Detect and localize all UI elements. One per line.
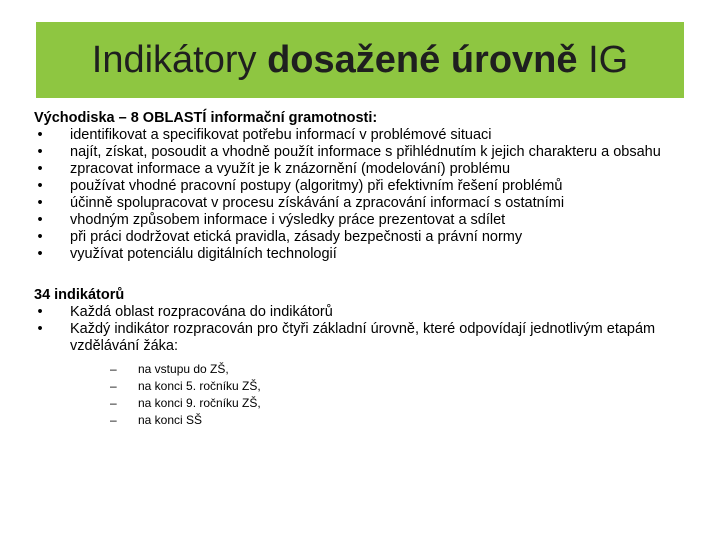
list-item (34, 212, 694, 229)
bullet-icon: • (37, 195, 43, 211)
list-item (34, 229, 694, 246)
sublist-item-text: na konci SŠ (138, 413, 203, 427)
list-item-text: používat vhodné pracovní postupy (algoritmy) při efektivním řešení problémů (70, 178, 563, 194)
sublist-item-text: na konci 5. ročníku ZŠ, (138, 379, 261, 393)
dash-icon: – (110, 379, 117, 393)
bullet-icon: • (37, 229, 43, 245)
list-item (34, 178, 694, 195)
list-item-text: najít, získat, posoudit a vhodně použít informace s přihlédnutím k jejich charakteru a obsahu (70, 144, 661, 160)
title-banner (36, 22, 684, 98)
bullet-icon: • (37, 144, 43, 160)
list-item (34, 144, 694, 161)
dash-icon: – (110, 362, 117, 376)
bullet-icon: • (37, 178, 43, 194)
list-item (34, 127, 694, 144)
sublist-item (70, 378, 694, 395)
dash-icon: – (110, 396, 117, 410)
list-item (34, 304, 694, 321)
list-item (34, 321, 694, 429)
list-item-text: využívat potenciálu digitálních technologií (70, 246, 337, 262)
section-heading-indicators: 34 indikátorů (34, 287, 125, 303)
bullet-icon: • (37, 161, 43, 177)
bullet-icon: • (37, 321, 43, 337)
bullet-icon: • (37, 212, 43, 228)
levels-sublist (70, 361, 694, 429)
bullet-icon: • (37, 304, 43, 320)
list-item-text: vhodným způsobem informace i výsledky práce prezentovat a sdílet (70, 212, 506, 228)
list-item-text: při práci dodržovat etická pravidla, zásady bezpečnosti a právní normy (70, 229, 523, 245)
list-item (34, 246, 694, 263)
list-item-text: Každý indikátor rozpracován pro čtyři základní úrovně, které odpovídají jednotlivým etapám vzdělávání žáka: (70, 321, 656, 354)
list-item (34, 195, 694, 212)
dash-icon: – (110, 413, 117, 427)
sublist-item (70, 395, 694, 412)
section-spacer (34, 263, 694, 287)
title-bold: dosažené úrovně (267, 39, 578, 81)
list-item-text: Každá oblast rozpracována do indikátorů (70, 304, 333, 320)
indicators-list (34, 304, 694, 429)
areas-list (34, 127, 694, 263)
sublist-item (70, 361, 694, 378)
list-item-text: zpracovat informace a využít je k znázornění (modelování) problému (70, 161, 511, 177)
sublist-item (70, 412, 694, 429)
bullet-icon: • (37, 246, 43, 262)
title-regular: Indikátory (91, 39, 268, 81)
list-item (34, 161, 694, 178)
list-item-text: účinně spolupracovat v procesu získávání a zpracování informací s ostatními (70, 195, 565, 211)
slide-title (92, 41, 628, 79)
bullet-icon: • (37, 127, 43, 143)
title-suffix: IG (577, 39, 629, 81)
sublist-item-text: na konci 9. ročníku ZŠ, (138, 396, 261, 410)
slide-body (34, 110, 694, 429)
section-heading-areas: Východiska – 8 OBLASTÍ informační gramotnosti: (34, 110, 378, 126)
list-item-text: identifikovat a specifikovat potřebu informací v problémové situaci (70, 127, 492, 143)
sublist-item-text: na vstupu do ZŠ, (138, 362, 229, 376)
